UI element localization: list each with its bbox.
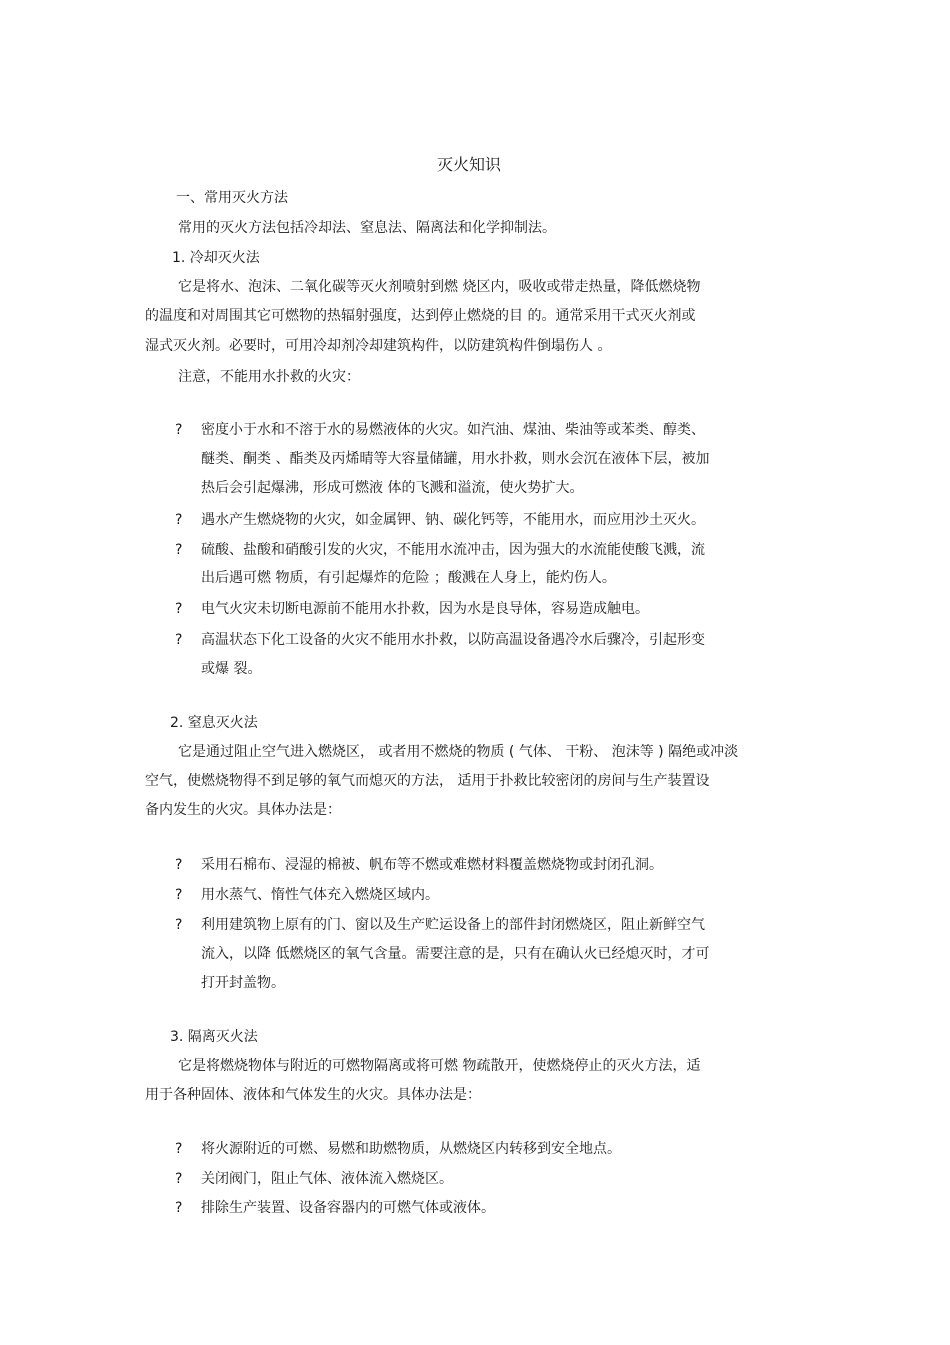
list-item-line: 用水蒸气、惰性气体充入燃烧区域内。 xyxy=(201,887,439,903)
paragraph-line: 它是通过阻止空气进入燃烧区， 或者用不燃烧的物质 ( 气体、 干粉、 泡沫等 ) 隔绝或冲淡 xyxy=(178,744,739,760)
bullet-marker: ? xyxy=(175,512,183,528)
list-item-line: 遇水产生燃烧物的火灾，如金属钾、钠、碳化钙等，不能用水，而应用沙土灭火。 xyxy=(201,512,705,528)
bullet-marker: ? xyxy=(175,917,183,933)
subsection-heading-smother: 2. 窒息灭火法 xyxy=(170,715,258,731)
subsection-heading-cooling: 1. 冷却灭火法 xyxy=(172,250,260,266)
paragraph-line: 湿式灭火剂。必要时，可用冷却剂冷却建筑构件，以防建筑构件倒塌伤人 。 xyxy=(145,338,612,354)
list-item-line: 密度小于水和不溶于水的易燃液体的火灾。如汽油、煤油、柴油等或苯类、醇类、 xyxy=(201,422,705,438)
page-title: 灭火知识 xyxy=(437,155,502,174)
list-item-line: 电气火灾未切断电源前不能用水扑救，因为水是良导体，容易造成触电。 xyxy=(201,601,649,617)
bullet-marker: ? xyxy=(175,632,183,648)
list-item-line: 醚类、酮类 、酯类及丙烯晴等大容量储罐，用水扑救，则水会沉在液体下层，被加 xyxy=(201,451,710,467)
list-item-line: 排除生产装置、设备容器内的可燃气体或液体。 xyxy=(201,1200,495,1216)
subsection-heading-isolate: 3. 隔离灭火法 xyxy=(170,1029,258,1045)
bullet-marker: ? xyxy=(175,887,183,903)
list-item-line: 出后遇可燃 物质，有引起爆炸的危险 ；酸溅在人身上，能灼伤人。 xyxy=(201,570,616,586)
bullet-marker: ? xyxy=(175,857,183,873)
bullet-marker: ? xyxy=(175,422,183,438)
bullet-marker: ? xyxy=(175,1200,183,1216)
intro-paragraph: 常用的灭火方法包括冷却法、窒息法、隔离法和化学抑制法。 xyxy=(178,220,556,236)
section-heading: 一、常用灭火方法 xyxy=(176,190,288,206)
paragraph-line: 备内发生的火灾。具体办法是： xyxy=(145,802,341,818)
bullet-marker: ? xyxy=(175,542,183,558)
list-item-line: 或爆 裂。 xyxy=(201,661,262,677)
paragraph-line: 用于各种固体、液体和气体发生的火灾。具体办法是： xyxy=(145,1087,481,1103)
list-item-line: 采用石棉布、浸湿的棉被、帆布等不燃或难燃材料覆盖燃烧物或封闭孔洞。 xyxy=(201,857,663,873)
paragraph-line: 的温度和对周围其它可燃物的热辐射强度，达到停止燃烧的目 的。通常采用干式灭火剂或 xyxy=(145,308,696,324)
paragraph-line: 它是将燃烧物体与附近的可燃物隔离或将可燃 物疏散开，使燃烧停止的灭火方法，适 xyxy=(178,1058,701,1074)
list-item-line: 将火源附近的可燃、易燃和助燃物质，从燃烧区内转移到安全地点。 xyxy=(201,1141,621,1157)
bullet-marker: ? xyxy=(175,1141,183,1157)
bullet-marker: ? xyxy=(175,1171,183,1187)
bullet-marker: ? xyxy=(175,601,183,617)
paragraph-line: 空气，使燃烧物得不到足够的氧气而熄灭的方法， 适用于扑救比较密闭的房间与生产装置设 xyxy=(145,773,710,789)
paragraph-line: 它是将水、泡沫、二氧化碳等灭火剂喷射到燃 烧区内，吸收或带走热量，降低燃烧物 xyxy=(178,279,701,295)
list-item-line: 热后会引起爆沸，形成可燃液 体的飞溅和溢流，使火势扩大。 xyxy=(201,480,584,496)
list-item-line: 打开封盖物。 xyxy=(201,975,285,991)
list-item-line: 硫酸、盐酸和硝酸引发的火灾，不能用水流冲击，因为强大的水流能使酸飞溅，流 xyxy=(201,542,705,558)
list-item-line: 利用建筑物上原有的门、窗以及生产贮运设备上的部件封闭燃烧区，阻止新鲜空气 xyxy=(201,917,705,933)
list-item-line: 流入，以降 低燃烧区的氧气含量。需要注意的是，只有在确认火已经熄灭时，才可 xyxy=(201,946,710,962)
list-item-line: 高温状态下化工设备的火灾不能用水扑救，以防高温设备遇冷水后骤冷，引起形变 xyxy=(201,632,705,648)
note-text: 注意，不能用水扑救的火灾： xyxy=(178,369,360,385)
list-item-line: 关闭阀门，阻止气体、液体流入燃烧区。 xyxy=(201,1171,453,1187)
